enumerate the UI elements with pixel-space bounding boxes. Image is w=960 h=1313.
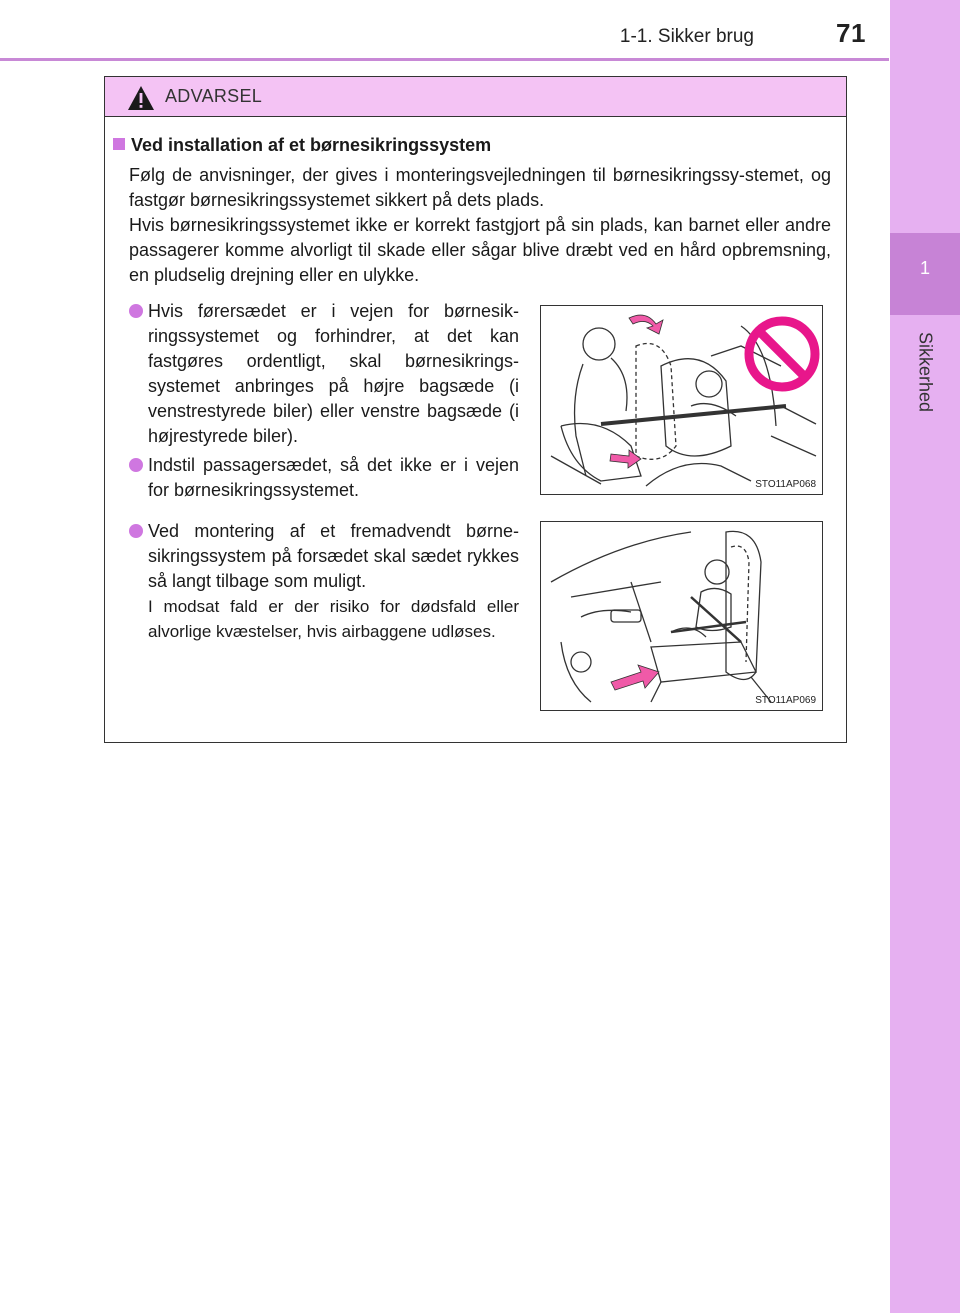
figure-seat-obstruction: [540, 305, 823, 495]
bullet-text-line: I modsat fald er der risiko for dødsfald eller alvorlige kvæstelser, hvis airbaggene udløses.: [148, 597, 519, 641]
warning-triangle-icon: [127, 85, 155, 111]
seat-illustration: [541, 306, 822, 494]
bullet-item: [129, 299, 519, 449]
bullet-item: [129, 519, 519, 644]
square-bullet-icon: [113, 138, 125, 150]
chapter-side-tab: [890, 0, 960, 1313]
header-section-title: 1-1. Sikker brug: [619, 26, 754, 47]
chapter-title: Sikkerhed: [915, 331, 936, 413]
header-divider: [0, 58, 889, 61]
chapter-number: 1: [919, 258, 930, 278]
warning-header: [105, 77, 846, 117]
bullet-dot-icon: [129, 524, 143, 538]
page-number: 71: [836, 18, 866, 48]
intro-paragraph-2: Hvis børnesikringssystemet ikke er korrekt fastgjort på sin plads, kan barnet eller andre passagerer komme alvorligt til skade eller sågar blive dræbt ved en hård opbremsning, en pludselig drejning eller en ulykke.: [129, 215, 831, 285]
section-heading-text: Ved installation af et børnesikringssystem: [131, 135, 492, 155]
bullet-text-line: Ved montering af et fremadvendt børne-sikringssystem på forsædet skal sædet rykkes så langt tilbage som muligt.: [148, 521, 519, 591]
section-heading: [113, 135, 491, 156]
forward-seat-illustration: [541, 522, 822, 710]
bullet-text: [148, 519, 519, 644]
intro-paragraph-1: Følg de anvisninger, der gives i monteringsvejledningen til børnesikringssy-stemet, og fastgør børnesikringssystemet sikkert på dets plads.: [129, 165, 831, 210]
bullet-dot-icon: [129, 304, 143, 318]
warning-title: ADVARSEL: [165, 86, 263, 106]
bullet-dot-icon: [129, 458, 143, 472]
bullet-item: [129, 453, 519, 503]
bullet-text: Indstil passagersædet, så det ikke er i vejen for børnesikringssystemet.: [148, 455, 519, 500]
warning-box: [104, 76, 847, 743]
prohibited-icon: [749, 321, 815, 387]
figure-caption: STO11AP068: [755, 479, 816, 490]
figure-forward-facing-seat: [540, 521, 823, 711]
bullet-text: Hvis førersædet er i vejen for børnesik-ringssystemet og forhindrer, at det kan fastgøres ordentligt, skal børnesikrings-systemet anbringes på højre bagsæde (i venstrestyrede biler) eller venstre bagsæde (i højrestyrede biler).: [148, 301, 519, 446]
figure-caption: STO11AP069: [755, 695, 816, 706]
intro-text: [129, 163, 831, 288]
